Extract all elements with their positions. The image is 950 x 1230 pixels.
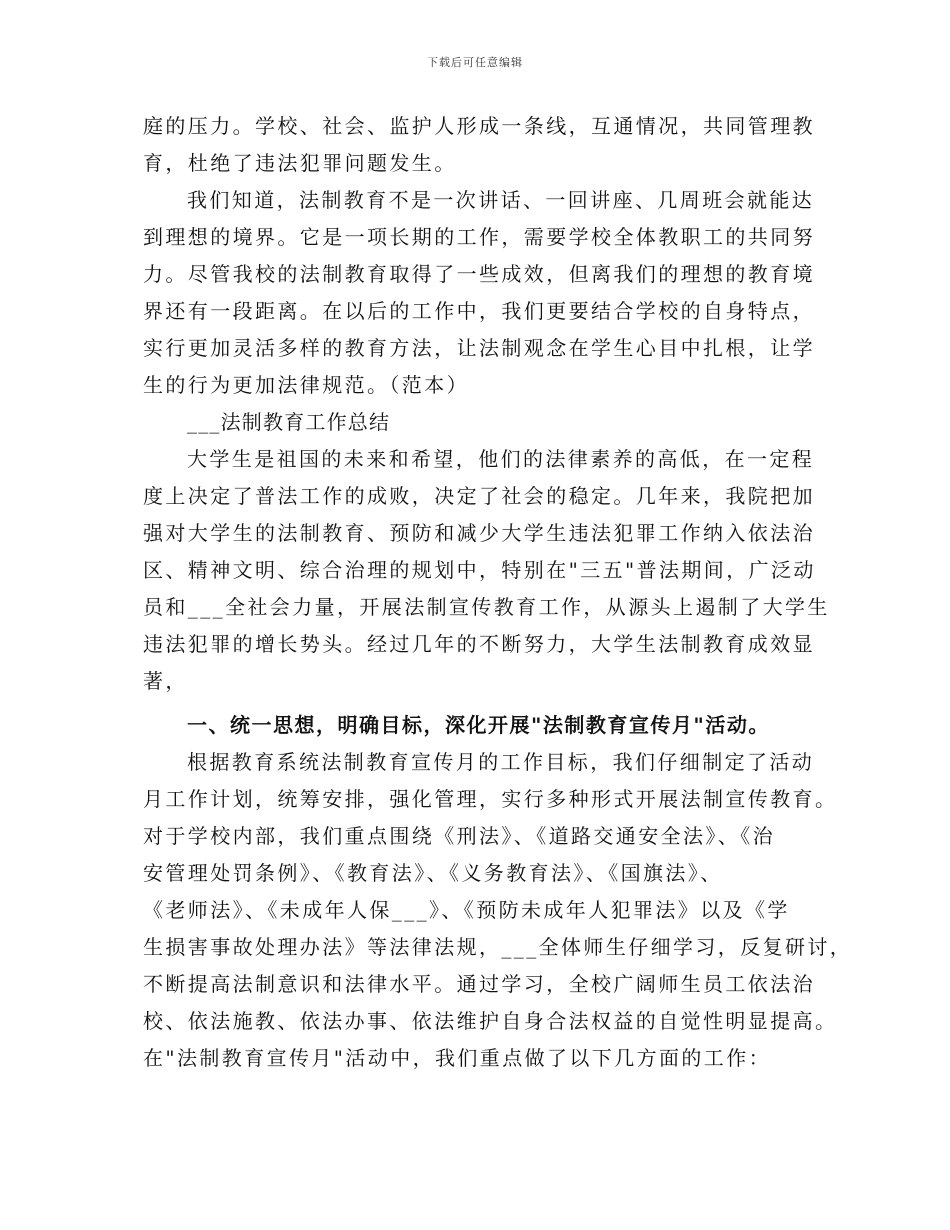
text-line: 强对大学生的法制教育、预防和减少大学生违法犯罪工作纳入依法治 — [143, 521, 815, 545]
section-heading: 一、统一思想，明确目标，深化开展"法制教育宣传月"活动。 — [187, 713, 770, 737]
text-line: 著， — [143, 669, 188, 693]
text-line: 违法犯罪的增长势头。经过几年的不断努力，大学生法制教育成效显 — [143, 632, 815, 656]
text-line: 实行更加灵活多样的教育方法，让法制观念在学生心目中扎根，让学 — [143, 336, 815, 360]
text-line: 《老师法》、《未成年人保___》、《预防未成年人犯罪法》以及《学 — [143, 898, 790, 922]
text-line: 生损害事故处理办法》等法律法规，___全体师生仔细学习，反复研讨， — [143, 935, 853, 959]
body-text — [143, 108, 853, 1077]
text-line: 界还有一段距离。在以后的工作中，我们更要结合学校的自身特点， — [143, 299, 815, 323]
text-line: 对于学校内部，我们重点围绕《刑法》、《道路交通安全法》、《治 — [143, 824, 775, 848]
text-line: 生的行为更加法律规范。（范本） — [143, 373, 469, 397]
header-note: 下载后可任意编辑 — [427, 56, 523, 69]
text-line: 安管理处罚条例》、《教育法》、《义务教育法》、《国旗法》、 — [143, 861, 723, 885]
text-line: 月工作计划，统筹安排，强化管理，实行多种形式开展法制宣传教育。 — [143, 787, 838, 811]
text-line: 不断提高法制意识和法律水平。通过学习，全校广阔师生员工依法治 — [143, 972, 815, 996]
text-line: 到理想的境界。它是一项长期的工作，需要学校全体教职工的共同努 — [143, 225, 815, 249]
paragraph-start: 我们知道，法制教育不是一次讲话、一回讲座、几周班会就能达 — [187, 188, 815, 212]
text-line: 庭的压力。学校、社会、监护人形成一条线，互通情况，共同管理教 — [143, 114, 815, 138]
section-title: ___法制教育工作总结 — [187, 410, 391, 434]
text-line: 育，杜绝了违法犯罪问题发生。 — [143, 151, 457, 175]
paragraph-start: 大学生是祖国的未来和希望，他们的法律素养的高低，在一定程 — [187, 447, 815, 471]
text-line: 员和___全社会力量，开展法制宣传教育工作，从源头上遏制了大学生 — [143, 595, 830, 619]
paragraph-gap — [143, 700, 811, 707]
text-line: 校、依法施教、依法办事、依法维护自身合法权益的自觉性明显提高。 — [143, 1009, 838, 1033]
text-line: 区、精神文明、综合治理的规划中，特别在"三五"普法期间，广泛动 — [143, 558, 816, 582]
text-line: 度上决定了普法工作的成败，决定了社会的稳定。几年来，我院把加 — [143, 484, 815, 508]
text-line: 在"法制教育宣传月"活动中，我们重点做了以下几方面的工作： — [143, 1046, 771, 1070]
paragraph-start: 根据教育系统法制教育宣传月的工作目标，我们仔细制定了活动 — [187, 750, 815, 774]
text-line: 力。尽管我校的法制教育取得了一些成效，但离我们的理想的教育境 — [143, 262, 815, 286]
